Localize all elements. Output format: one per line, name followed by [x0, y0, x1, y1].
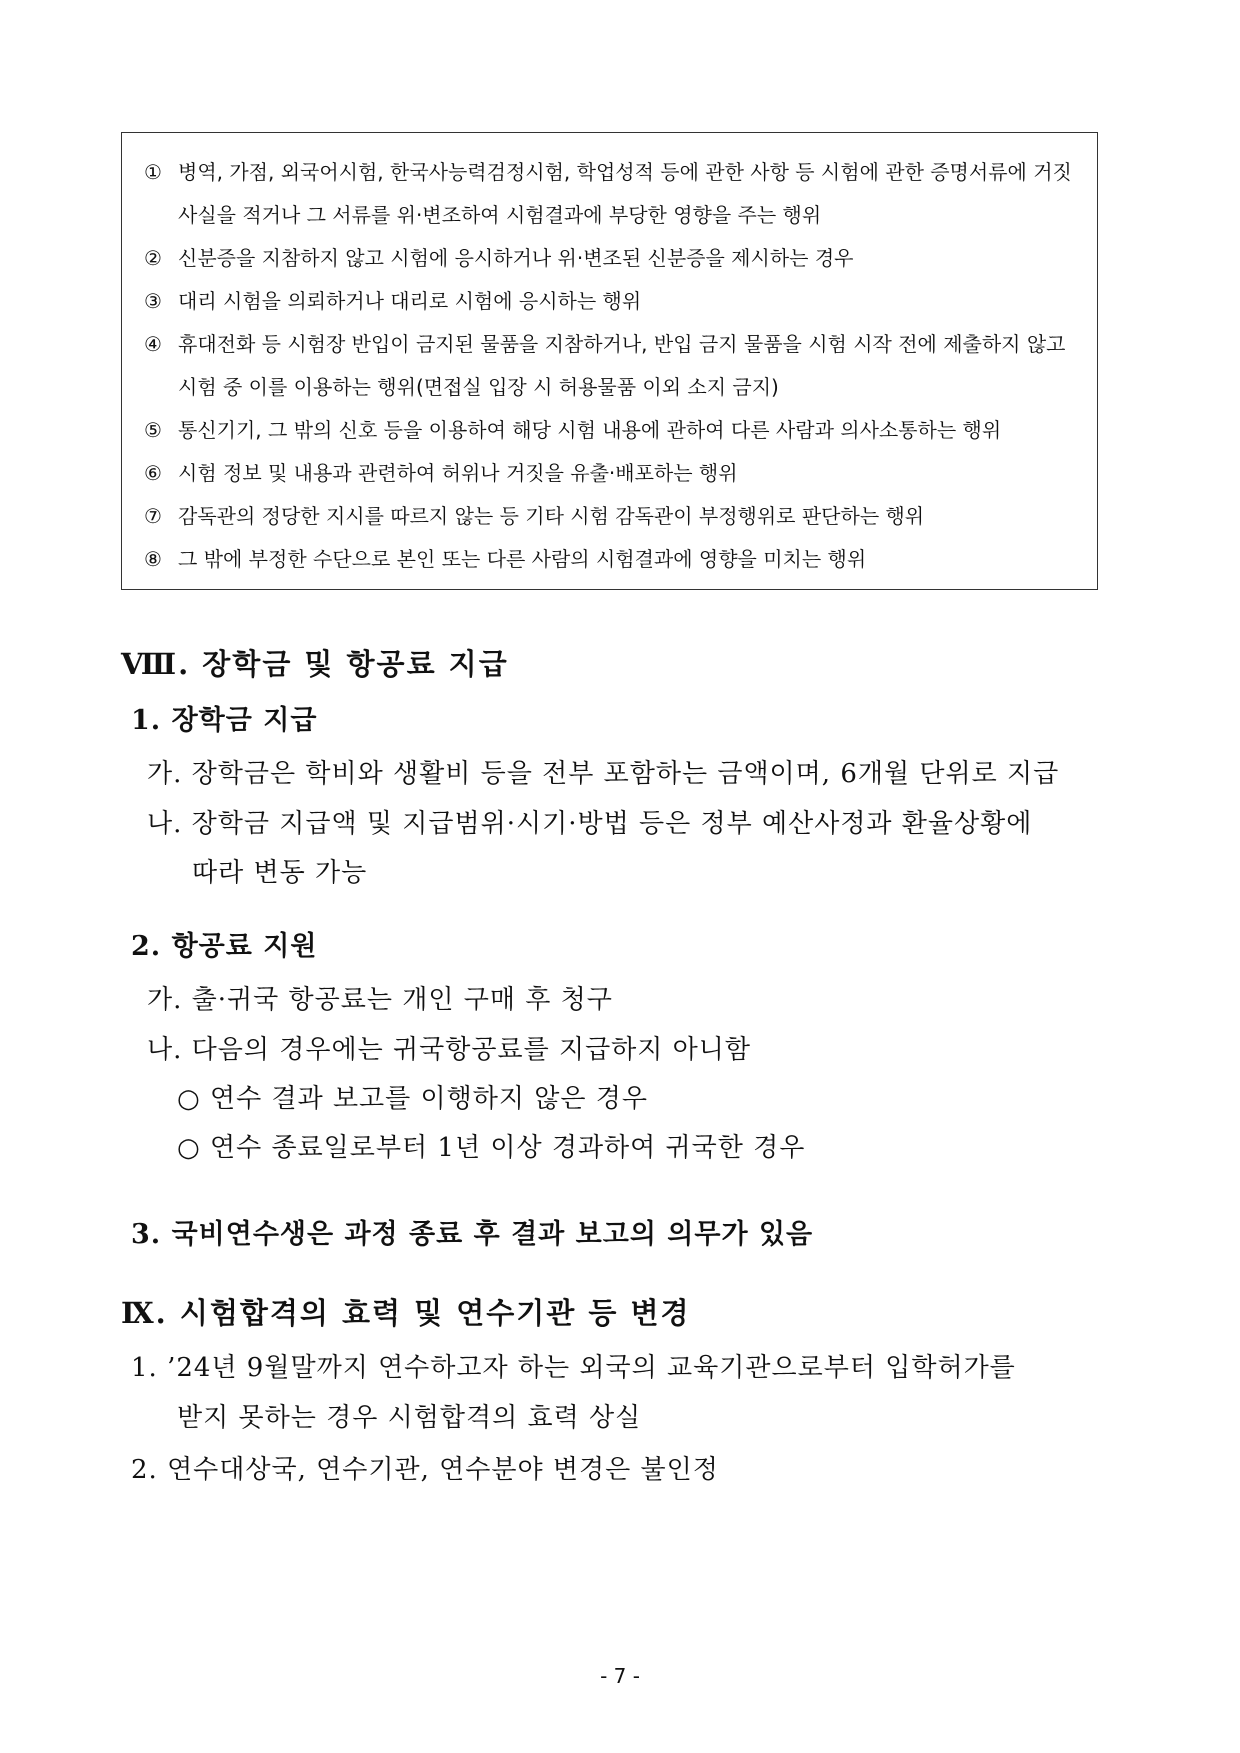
list-item — [144, 452, 1075, 495]
subsection-heading-airfare: 2. 항공료 지원 — [131, 931, 318, 962]
paragraph-scholarship-ga: 가. 장학금은 학비와 생활비 등을 전부 포함하는 금액이며, 6개월 단위로 지급 — [147, 759, 1060, 789]
section-heading-8: Ⅷ. 장학금 및 항공료 지급 — [121, 647, 509, 681]
section-heading-9: Ⅸ. 시험합격의 효력 및 연수기관 등 변경 — [121, 1296, 691, 1330]
bullet-item: ○ 연수 결과 보고를 이행하지 않은 경우 — [177, 1084, 649, 1114]
paragraph-scholarship-na-cont: 따라 변동 가능 — [192, 858, 368, 888]
item-text: 그 밖에 부정한 수단으로 본인 또는 다른 사람의 시험결과에 영향을 미치는 행위 — [178, 547, 867, 571]
item-text: 신분증을 지참하지 않고 시험에 응시하거나 위·변조된 신분증을 제시하는 경우 — [178, 246, 854, 270]
item-number: ⑤ — [144, 418, 162, 442]
paragraph-airfare-ga: 가. 출·귀국 항공료는 개인 구매 후 청구 — [147, 985, 613, 1015]
item-number: ① — [144, 160, 162, 184]
bullet-item: ○ 연수 종료일로부터 1년 이상 경과하여 귀국한 경우 — [177, 1133, 806, 1163]
item-number: ⑦ — [144, 504, 162, 528]
page-number: - 7 - — [600, 1664, 640, 1688]
list-item — [144, 323, 1075, 409]
misconduct-list-box — [121, 132, 1098, 590]
paragraph-effect-1: 1. ’24년 9월말까지 연수하고자 하는 외국의 교육기관으로부터 입학허가를 — [131, 1353, 1016, 1383]
paragraph-scholarship-na: 나. 장학금 지급액 및 지급범위·시기·방법 등은 정부 예산사정과 환율상황에 — [147, 809, 1033, 839]
item-text: 대리 시험을 의뢰하거나 대리로 시험에 응시하는 행위 — [178, 289, 642, 313]
list-item — [144, 538, 1075, 581]
item-text: 시험 정보 및 내용과 관련하여 허위나 거짓을 유출·배포하는 행위 — [178, 461, 738, 485]
item-number: ④ — [144, 332, 162, 356]
list-item — [144, 237, 1075, 280]
item-number: ⑧ — [144, 547, 162, 571]
subsection-heading-report-duty: 3. 국비연수생은 과정 종료 후 결과 보고의 의무가 있음 — [131, 1219, 814, 1250]
paragraph-effect-2: 2. 연수대상국, 연수기관, 연수분야 변경은 불인정 — [131, 1455, 719, 1485]
item-text: 감독관의 정당한 지시를 따르지 않는 등 기타 시험 감독관이 부정행위로 판단하는 행위 — [178, 504, 925, 528]
item-text: 통신기기, 그 밖의 신호 등을 이용하여 해당 시험 내용에 관하여 다른 사람과 의사소통하는 행위 — [178, 418, 1002, 442]
list-item — [144, 151, 1075, 237]
paragraph-effect-1-cont: 받지 못하는 경우 시험합격의 효력 상실 — [177, 1403, 642, 1433]
item-text: 병역, 가점, 외국어시험, 한국사능력검정시험, 학업성적 등에 관한 사항 등 시험에 관한 증명서류에 거짓 사실을 적거나 그 서류를 위·변조하여 시험결과에 부당한 영향을 주는 행위 — [178, 160, 1072, 227]
item-number: ② — [144, 246, 162, 270]
list-item — [144, 280, 1075, 323]
list-item — [144, 409, 1075, 452]
item-text: 휴대전화 등 시험장 반입이 금지된 물품을 지참하거나, 반입 금지 물품을 시험 시작 전에 제출하지 않고 시험 중 이를 이용하는 행위(면접실 입장 시 허용물품 이외 소지 금지) — [178, 332, 1066, 399]
item-number: ③ — [144, 289, 162, 313]
subsection-heading-scholarship: 1. 장학금 지급 — [131, 705, 318, 736]
list-item — [144, 495, 1075, 538]
item-number: ⑥ — [144, 461, 162, 485]
paragraph-airfare-na: 나. 다음의 경우에는 귀국항공료를 지급하지 아니함 — [147, 1035, 752, 1065]
